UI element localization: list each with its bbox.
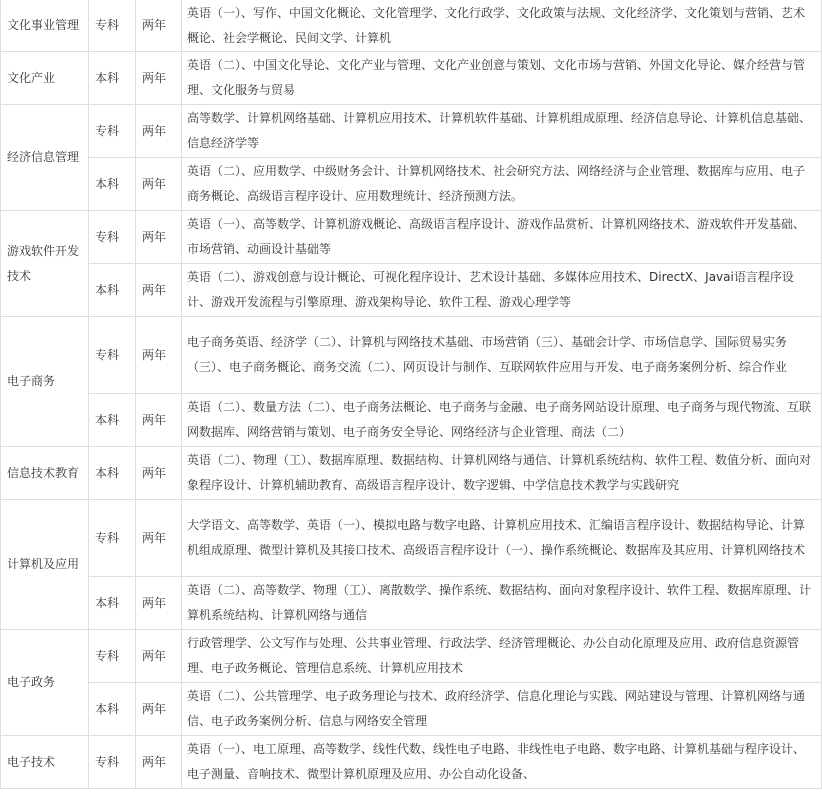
table-row xyxy=(1,158,822,211)
course-list: 英语（二）、中国文化导论、文化产业与管理、文化产业创意与策划、文化市场与营销、外国文化导论、媒介经营与管理、文化服务与贸易 xyxy=(182,52,822,105)
education-level: 本科 xyxy=(89,683,136,736)
study-duration: 两年 xyxy=(136,211,182,264)
education-level: 专科 xyxy=(89,317,136,394)
education-level: 专科 xyxy=(89,500,136,577)
study-duration: 两年 xyxy=(136,394,182,447)
study-duration: 两年 xyxy=(136,500,182,577)
major-name: 经济信息管理 xyxy=(1,105,89,211)
study-duration: 两年 xyxy=(136,0,182,52)
study-duration: 两年 xyxy=(136,630,182,683)
education-level: 本科 xyxy=(89,264,136,317)
study-duration: 两年 xyxy=(136,158,182,211)
table-row xyxy=(1,500,822,577)
education-level: 本科 xyxy=(89,447,136,500)
table-row xyxy=(1,52,822,105)
education-level: 专科 xyxy=(89,211,136,264)
course-list: 英语（二）、物理（工）、数据库原理、数据结构、计算机网络与通信、计算机系统结构、软件工程、数值分析、面向对象程序设计、计算机辅助教育、高级语言程序设计、数字逻辑、中学信息技术教学与实践研究 xyxy=(182,447,822,500)
major-name: 电子商务 xyxy=(1,317,89,447)
study-duration: 两年 xyxy=(136,105,182,158)
course-list: 英语（二）、高等数学、物理（工）、离散数学、操作系统、数据结构、面向对象程序设计、软件工程、数据库原理、计算机系统结构、计算机网络与通信 xyxy=(182,577,822,630)
education-level: 本科 xyxy=(89,52,136,105)
study-duration: 两年 xyxy=(136,447,182,500)
major-name: 文化事业管理 xyxy=(1,0,89,52)
course-list: 英语（二）、公共管理学、电子政务理论与技术、政府经济学、信息化理论与实践、网站建设与管理、计算机网络与通信、电子政务案例分析、信息与网络安全管理 xyxy=(182,683,822,736)
table-row xyxy=(1,577,822,630)
education-level: 专科 xyxy=(89,105,136,158)
education-level: 本科 xyxy=(89,577,136,630)
table-row xyxy=(1,211,822,264)
table-row xyxy=(1,736,822,789)
education-level: 专科 xyxy=(89,0,136,52)
table-row xyxy=(1,683,822,736)
table-row xyxy=(1,105,822,158)
course-list: 行政管理学、公文写作与处理、公共事业管理、行政法学、经济管理概论、办公自动化原理及应用、政府信息资源管理、电子政务概论、管理信息系统、计算机应用技术 xyxy=(182,630,822,683)
education-level: 专科 xyxy=(89,630,136,683)
table-row xyxy=(1,264,822,317)
study-duration: 两年 xyxy=(136,317,182,394)
major-name: 计算机及应用 xyxy=(1,500,89,630)
course-list: 英语（一）、写作、中国文化概论、文化管理学、文化行政学、文化政策与法规、文化经济学、文化策划与营销、艺术概论、社会学概论、民间文学、计算机 xyxy=(182,0,822,52)
major-name: 游戏软件开发技术 xyxy=(1,211,89,317)
major-name: 信息技术教育 xyxy=(1,447,89,500)
course-list: 英语（二）、游戏创意与设计概论、可视化程序设计、艺术设计基础、多媒体应用技术、DirectX、Javai语言程序设计、游戏开发流程与引擎原理、游戏架构导论、软件工程、游戏心理学等 xyxy=(182,264,822,317)
study-duration: 两年 xyxy=(136,577,182,630)
study-duration: 两年 xyxy=(136,736,182,789)
table-row xyxy=(1,317,822,394)
major-name: 文化产业 xyxy=(1,52,89,105)
course-list: 英语（二）、应用数学、中级财务会计、计算机网络技术、社会研究方法、网络经济与企业管理、数据库与应用、电子商务概论、高级语言程序设计、应用数理统计、经济预测方法。 xyxy=(182,158,822,211)
course-list: 英语（二）、数量方法（二）、电子商务法概论、电子商务与金融、电子商务网站设计原理、电子商务与现代物流、互联网数据库、网络营销与策划、电子商务安全导论、网络经济与企业管理、商法（二） xyxy=(182,394,822,447)
education-level: 本科 xyxy=(89,394,136,447)
study-duration: 两年 xyxy=(136,52,182,105)
education-level: 本科 xyxy=(89,158,136,211)
major-name: 电子政务 xyxy=(1,630,89,736)
course-list: 高等数学、计算机网络基础、计算机应用技术、计算机软件基础、计算机组成原理、经济信息导论、计算机信息基础、信息经济学等 xyxy=(182,105,822,158)
table-row xyxy=(1,0,822,52)
table-row xyxy=(1,394,822,447)
course-list: 英语（一）、高等数学、计算机游戏概论、高级语言程序设计、游戏作品赏析、计算机网络技术、游戏软件开发基础、市场营销、动画设计基础等 xyxy=(182,211,822,264)
course-list: 电子商务英语、经济学（二）、计算机与网络技术基础、市场营销（三）、基础会计学、市场信息学、国际贸易实务（三）、电子商务概论、商务交流（二）、网页设计与制作、互联网软件应用与开发、电子商务案例分析、综合作业 xyxy=(182,317,822,394)
table-row xyxy=(1,447,822,500)
course-list: 英语（一）、电工原理、高等数学、线性代数、线性电子电路、非线性电子电路、数字电路、计算机基础与程序设计、电子测量、音响技术、微型计算机原理及应用、办公自动化设备、 xyxy=(182,736,822,789)
study-duration: 两年 xyxy=(136,264,182,317)
major-name: 电子技术 xyxy=(1,736,89,789)
study-duration: 两年 xyxy=(136,683,182,736)
table-row xyxy=(1,630,822,683)
course-list: 大学语文、高等数学、英语（一）、模拟电路与数字电路、计算机应用技术、汇编语言程序设计、数据结构导论、计算机组成原理、微型计算机及其接口技术、高级语言程序设计（一）、操作系统概论、数据库及其应用、计算机网络技术 xyxy=(182,500,822,577)
education-level: 专科 xyxy=(89,736,136,789)
